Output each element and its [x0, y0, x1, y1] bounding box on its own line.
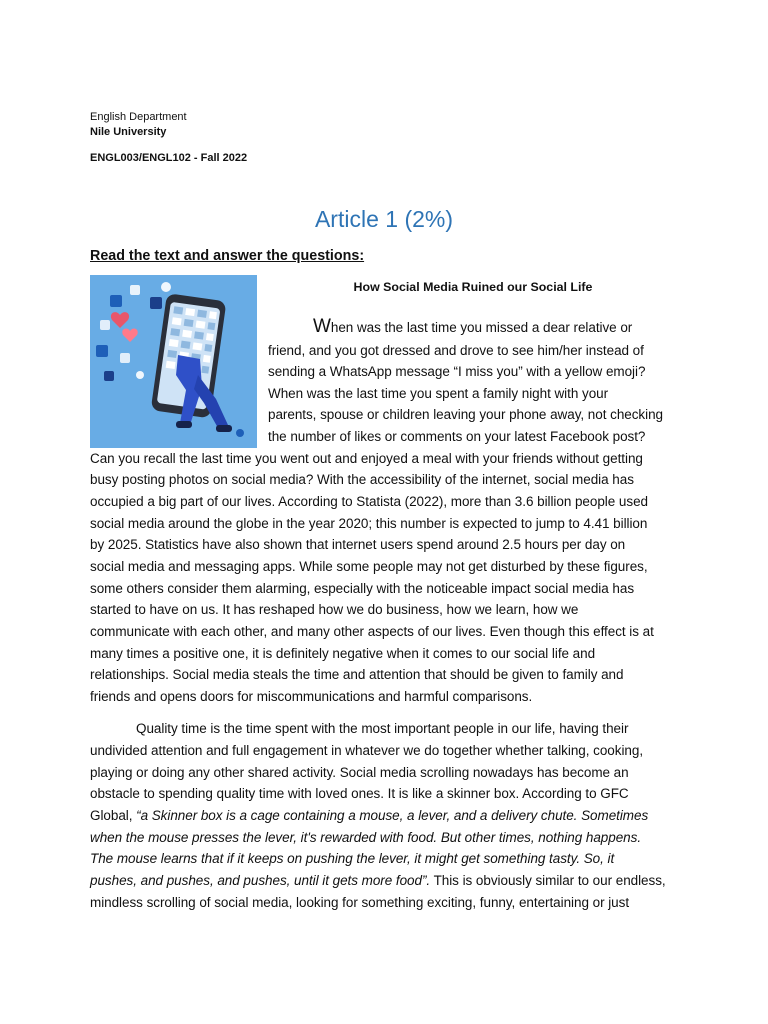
para2-line-8 — [90, 872, 666, 890]
para1-line-11: by 2025. Statistics have also shown that internet users spend around 2.5 hours per day on — [90, 537, 626, 552]
page-title: Article 1 (2%) — [314, 206, 454, 232]
para2-line-9: mindless scrolling of social media, looking for something exciting, funny, entertaining or just — [90, 895, 630, 910]
para2-line-2: undivided attention and full engagement in whatever we do together whether talking, cooking, — [90, 743, 644, 758]
para2-line-7: The mouse learns that if it keeps on pushing the lever, it might get something tasty. So, it — [90, 851, 615, 866]
para1-line-7: Can you recall the last time you went out and enjoyed a meal with your friends without getting — [90, 451, 643, 466]
para2-line-8-text: This is obviously similar to our endless, — [430, 873, 666, 888]
para1-line-8: busy posting photos on social media? With the accessibility of the internet, social media has — [90, 472, 634, 487]
para1-line-6: the number of likes or comments on your latest Facebook post? — [268, 429, 646, 444]
para1-line-9: occupied a big part of our lives. According to Statista (2022), more than 3.6 billion people used — [90, 494, 648, 509]
skinner-box-quote: “a Skinner box is a cage containing a mouse, a lever, and a delivery chute. Sometimes — [136, 808, 649, 823]
department-label: English Department — [90, 111, 187, 123]
para1-line-12: social media and messaging apps. While some people may not get disturbed by these figures, — [90, 559, 648, 574]
para1-line-14: started to have on us. It has reshaped how we do business, how we learn, how we — [90, 602, 579, 617]
para1-line-4: When was the last time you spent a family night with your — [268, 386, 609, 401]
para1-line-5: parents, spouse or children leaving your phone away, not checking — [268, 407, 663, 422]
para1-line-1-text: hen was the last time you missed a dear relative or — [330, 320, 633, 335]
article-title: How Social Media Ruined our Social Life — [353, 280, 593, 294]
para1-line-16: many times a positive one, it is definitely negative when it comes to our social life and — [90, 646, 596, 661]
para1-line-17: relationships. Social media steals the time and attention that should be given to family and — [90, 667, 624, 682]
drop-cap: W — [313, 316, 331, 337]
para1-line-1 — [313, 318, 632, 337]
social-media-addiction-illustration — [90, 275, 257, 448]
university-label: Nile University — [90, 126, 167, 138]
para1-line-10: social media around the globe in the year 2020; this number is expected to jump to 4.41 billion — [90, 516, 648, 531]
para2-line-4: obstacle to spending quality time with loved ones. It is like a skinner box. According to GFC — [90, 786, 629, 801]
course-label: ENGL003/ENGL102 - Fall 2022 — [90, 152, 248, 164]
skinner-box-quote-end: pushes, and pushes, and pushes, until it gets more food”. — [90, 873, 431, 888]
para1-line-13: some others consider them alarming, especially with the noticeable impact social media has — [90, 581, 635, 596]
para2-line-6: when the mouse presses the lever, it's rewarded with food. But other times, nothing happens. — [90, 830, 642, 845]
para2-line-5-text: Global, — [90, 808, 137, 823]
instruction-heading: Read the text and answer the questions: — [90, 248, 365, 264]
para1-line-15: communicate with each other, and many other aspects of our lives. Even though this effect is at — [90, 624, 654, 639]
para1-line-18: friends and opens doors for miscommunications and harmful comparisons. — [90, 689, 533, 704]
para2-line-1: Quality time is the time spent with the most important people in our life, having their — [136, 721, 629, 736]
para2-line-3: playing or doing any other shared activity. Social media scrolling nowadays has become an — [90, 765, 629, 780]
para1-line-2: friend, and you got dressed and drove to see him/her instead of — [268, 343, 644, 358]
para2-line-5 — [90, 807, 648, 825]
para1-line-3: sending a WhatsApp message “I miss you” with a yellow emoji? — [268, 364, 646, 379]
